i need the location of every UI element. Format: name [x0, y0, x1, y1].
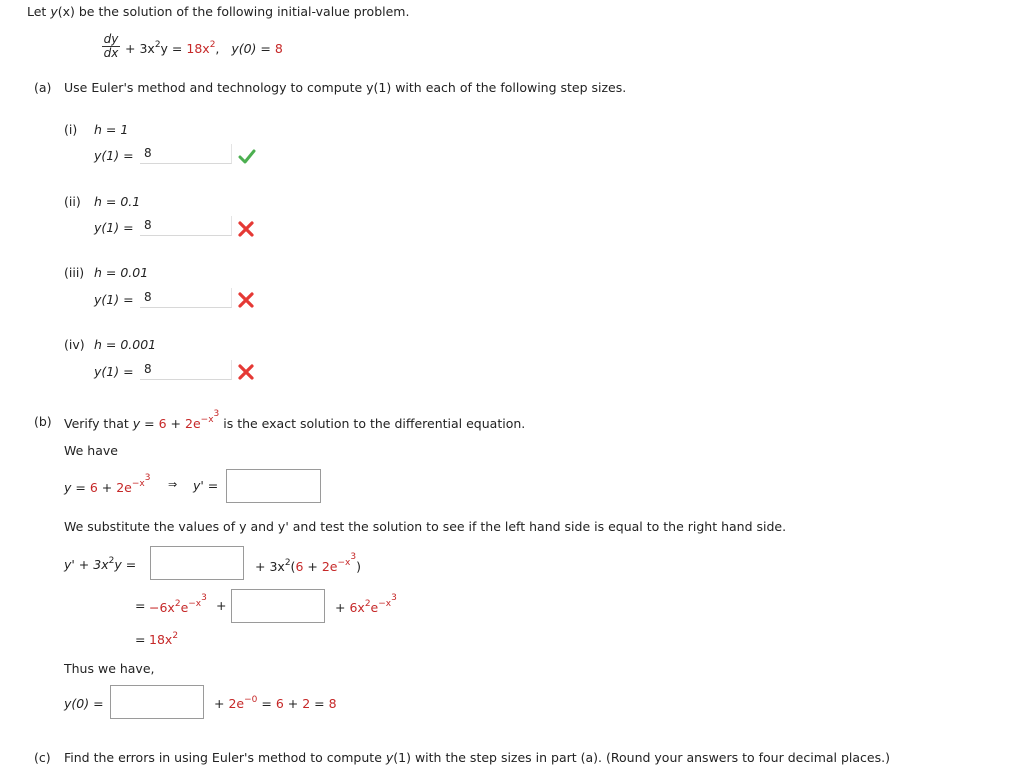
rhs-line-1: + $3x^2(6 + 2e^{-x^3})$: [255, 552, 361, 574]
item-iv-num: (iv): [64, 337, 85, 352]
middle-term-input[interactable]: [231, 589, 325, 623]
line2-term: $-6x^2e^{-x^3}$: [149, 593, 207, 615]
solution-line: $y = 6 + 2e^{-x^3}$: [64, 473, 151, 495]
y0-label: y(0) =: [64, 696, 104, 711]
part-a-label: (a): [34, 80, 52, 95]
line3-equals: =: [135, 632, 146, 647]
item-iii-num: (iii): [64, 265, 85, 280]
cross-icon: [237, 220, 255, 238]
item-iii-ylabel: y(1) =: [94, 292, 134, 307]
thus-text: Thus we have,: [64, 661, 155, 676]
we-have-text: We have: [64, 443, 118, 458]
item-ii-h: h = 0.1: [94, 194, 141, 209]
part-b-verify: Verify that $y = 6 + 2e^{-x^3}$ is the exact solution to the differential equation.: [64, 409, 526, 431]
item-iii-h: h = 0.01: [94, 265, 149, 280]
line2-equals: =: [135, 598, 146, 613]
y0-tail: + $2e^{-0} = 6 + 2 = 8$: [214, 695, 337, 711]
answer-input-iv[interactable]: 8: [140, 360, 232, 380]
item-i-ylabel: y(1) =: [94, 148, 134, 163]
line3-result: $18x^2$: [149, 631, 179, 647]
line2-tail: + $6x^2e^{-x^3}$: [335, 593, 397, 615]
derivative-fraction: dy dx: [103, 32, 119, 60]
item-ii-ylabel: y(1) =: [94, 220, 134, 235]
y-prime-label: y' =: [193, 478, 219, 493]
line2-plus: +: [216, 598, 227, 613]
intro-text: Let y(x) be the solution of the following initial-value problem.: [27, 4, 410, 19]
part-b-label: (b): [34, 414, 52, 429]
y0-input[interactable]: [110, 685, 204, 719]
cross-icon: [237, 291, 255, 309]
y-prime-input[interactable]: [226, 469, 321, 503]
item-iv-ylabel: y(1) =: [94, 364, 134, 379]
answer-input-iii[interactable]: 8: [140, 288, 232, 308]
item-iv-h: h = 0.001: [94, 337, 157, 352]
part-c-text: Find the errors in using Euler's method to compute y(1) with the step sizes in part (a). (Round your answers to four decimal places.): [64, 750, 890, 765]
item-ii-num: (ii): [64, 194, 81, 209]
cross-icon: [237, 363, 255, 381]
substitute-text: We substitute the values of y and y' and test the solution to see if the left hand side is equal to the right hand side.: [64, 519, 787, 534]
answer-input-ii[interactable]: 8: [140, 216, 232, 236]
part-c-label: (c): [34, 750, 51, 765]
answer-input-i[interactable]: 8: [140, 144, 232, 164]
check-icon: [238, 147, 256, 165]
lhs-label: $y' + 3x^2y$ =: [64, 556, 137, 572]
lhs-input[interactable]: [150, 546, 244, 580]
equation-rest: + $3x^2y = 18x^2$, y(0) = 8: [125, 40, 283, 56]
implies-arrow: ⇒: [168, 478, 178, 491]
part-a-text: Use Euler's method and technology to compute y(1) with each of the following step sizes.: [64, 80, 627, 95]
item-i-num: (i): [64, 122, 78, 137]
item-i-h: h = 1: [94, 122, 129, 137]
